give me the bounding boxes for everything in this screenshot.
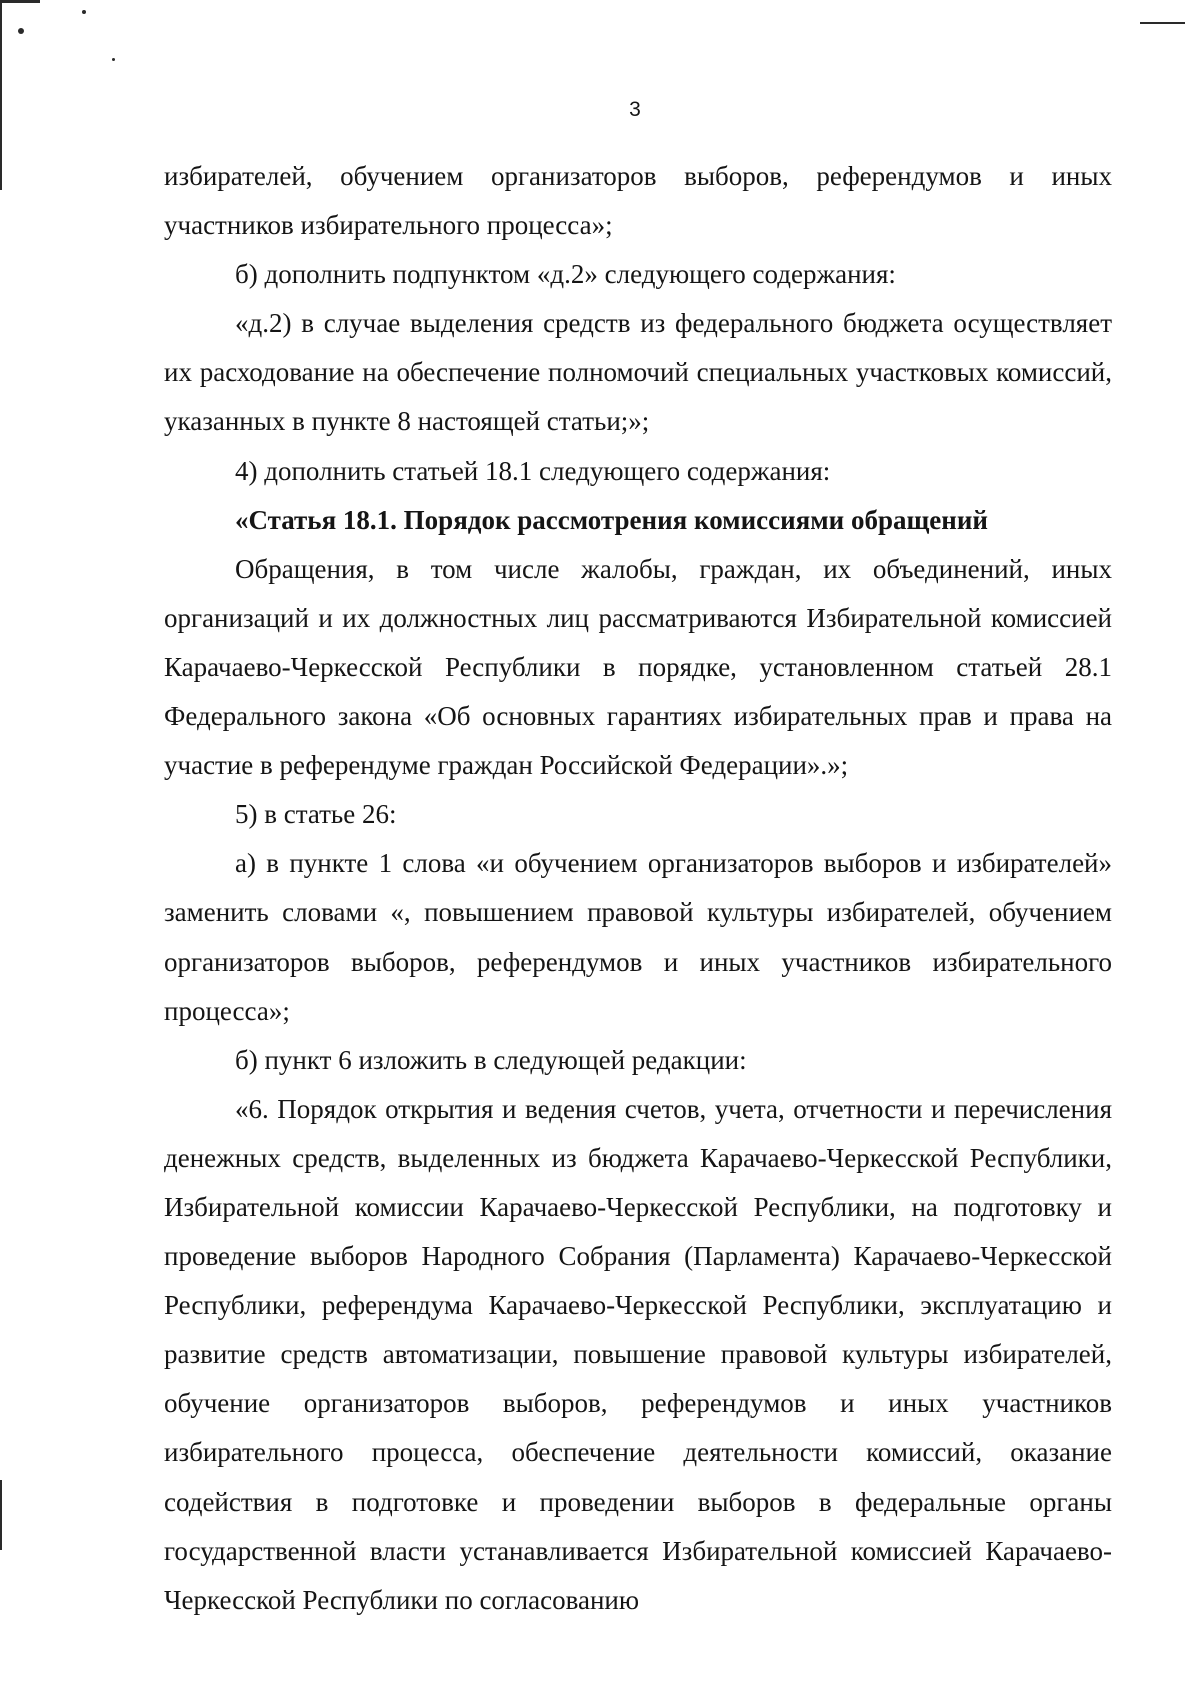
scan-edge-mark xyxy=(0,1480,2,1550)
article-heading: «Статья 18.1. Порядок рассмотрения комиссиями обращений xyxy=(235,504,988,535)
paragraph: избирателей, обучением организаторов выборов, референдумов и иных участников избирательного процесса»; xyxy=(164,161,1112,241)
paragraph: а) в пункте 1 слова «и обучением организаторов выборов и избирателей» заменить словами «, повышением правовой культуры избирателей, обучением организаторов выборов, референдумов и иных участников избирательного процесса»; xyxy=(164,848,1112,1026)
scan-top-mark xyxy=(1140,22,1185,24)
scan-dot xyxy=(112,58,115,61)
scan-edge-mark xyxy=(0,0,2,190)
document-body xyxy=(164,152,1112,1625)
paragraph: б) пункт 6 изложить в следующей редакции: xyxy=(235,1044,747,1075)
page-number: 3 xyxy=(629,98,641,121)
scan-dot xyxy=(82,10,86,14)
scan-top-mark xyxy=(0,0,40,3)
scan-dot xyxy=(18,28,24,34)
paragraph: 5) в статье 26: xyxy=(235,799,397,830)
paragraph: «6. Порядок открытия и ведения счетов, учета, отчетности и перечисления денежных средств, выделенных из бюджета Карачаево-Черкесской Республики, Избирательной комиссии Карачаево-Черкесской Республики, на подготовку и проведение выборов Народного Собрания (Парламента) Карачаево-Черкесской Республики, референдума Карачаево-Черкесской Республики, эксплуатацию и развитие средств автоматизации, повышение правовой культуры избирателей, обучение организаторов выборов, референдумов и иных участников избирательного процесса, обеспечение деятельности комиссий, оказание содействия в подготовке и проведении выборов в федеральные органы государственной власти устанавливается Избирательной комиссией Карачаево-Черкесской Республики по согласованию xyxy=(164,1093,1112,1615)
paragraph: Обращения, в том числе жалобы, граждан, их объединений, иных организаций и их должностных лиц рассматриваются Избирательной комиссией Карачаево-Черкесской Республики в порядке, установленном статьей 28.1 Федерального закона «Об основных гарантиях избирательных прав и права на участие в референдуме граждан Российской Федерации».»; xyxy=(164,553,1112,781)
paragraph: 4) дополнить статьей 18.1 следующего содержания: xyxy=(235,455,831,486)
paragraph: б) дополнить подпунктом «д.2» следующего содержания: xyxy=(235,259,896,290)
paragraph: «д.2) в случае выделения средств из федерального бюджета осуществляет их расходование на обеспечение полномочий специальных участковых комиссий, указанных в пункте 8 настоящей статьи;»; xyxy=(164,308,1112,437)
